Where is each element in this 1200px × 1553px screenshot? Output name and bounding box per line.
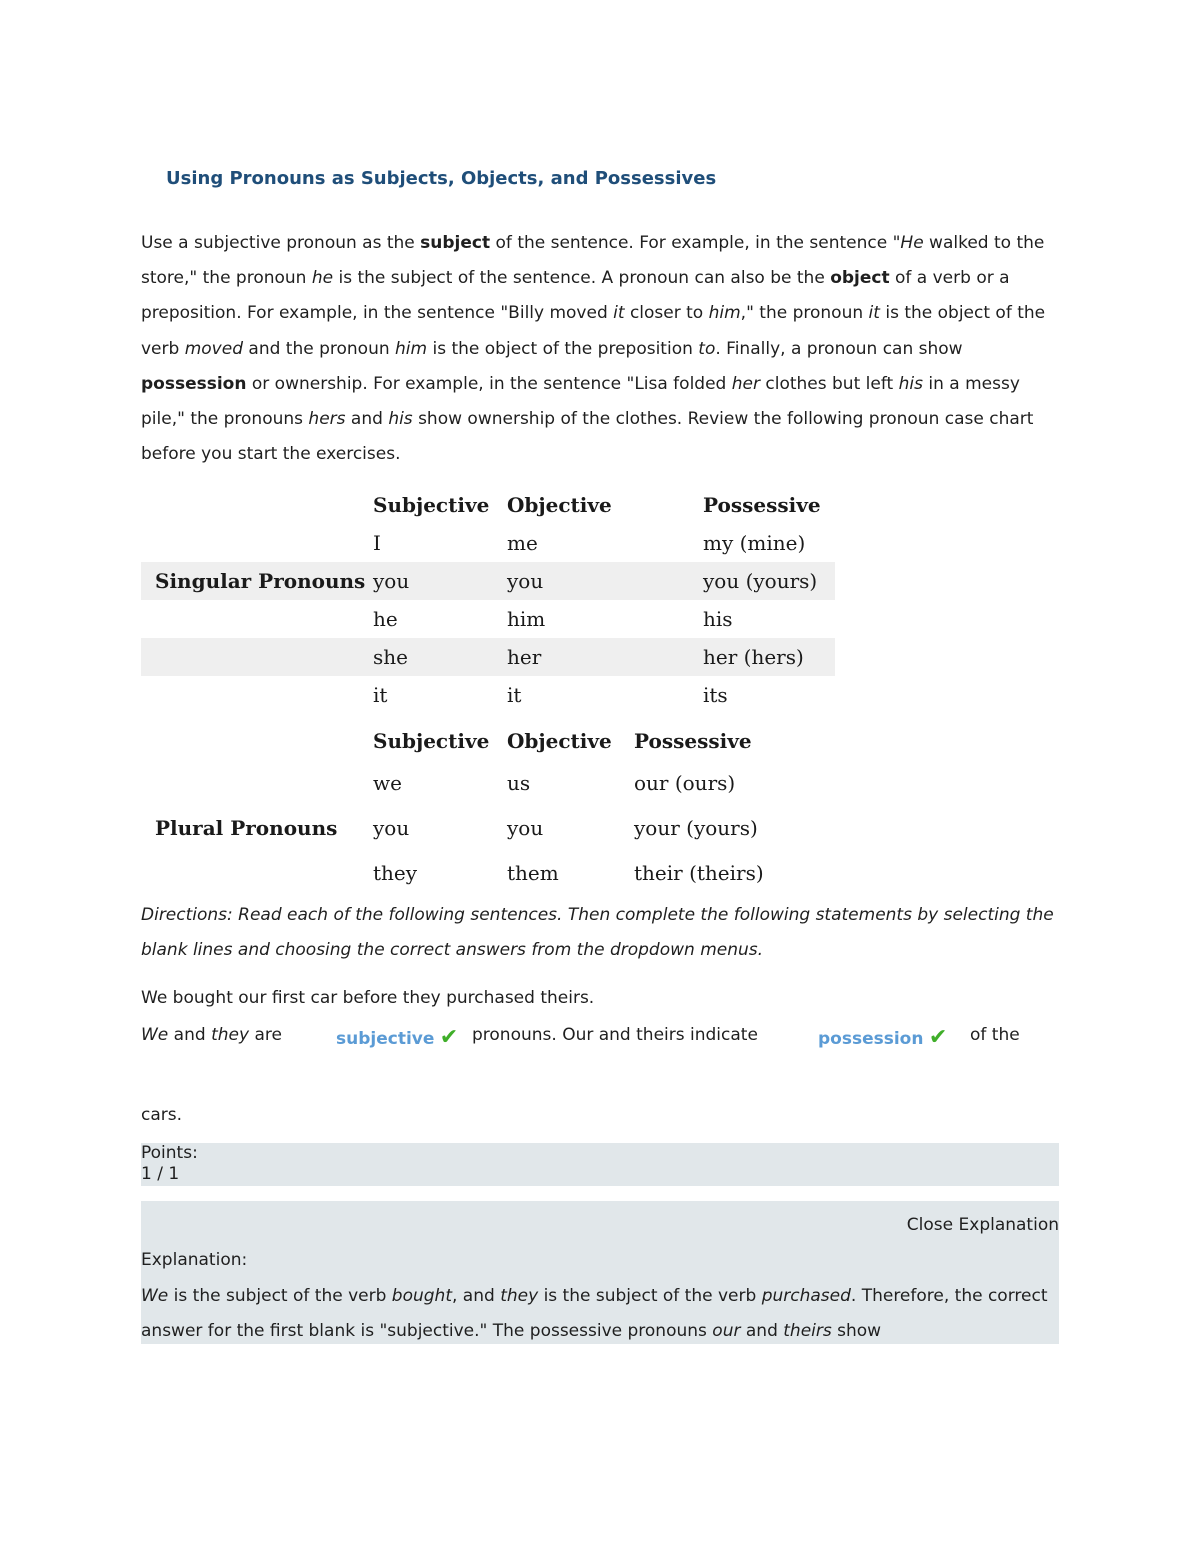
statement-start: We and they are [141, 1025, 282, 1045]
points-value: 1 / 1 [141, 1164, 180, 1184]
table-row [141, 805, 774, 850]
table-cell: their (theirs) [634, 860, 764, 885]
check-icon: ✔ [439, 1025, 459, 1050]
singular-pronoun-chart [141, 486, 835, 714]
statement-middle: pronouns. Our and theirs indicate [472, 1025, 758, 1045]
plural-pronoun-chart [141, 722, 774, 895]
table-row [141, 676, 835, 714]
table-row [141, 638, 835, 676]
header-possessive: Possessive [703, 493, 821, 517]
table-cell: her (hers) [703, 638, 835, 676]
chart-header-row [141, 486, 835, 524]
table-cell: you [507, 815, 544, 840]
plural-pronouns-label: Plural Pronouns [155, 815, 338, 840]
exercise-sentence: We bought our first car before they purchased theirs. [141, 988, 595, 1008]
explanation-label: Explanation: [141, 1250, 248, 1270]
answer-1-value: subjective [336, 1029, 435, 1049]
directions-text: Directions: Read each of the following sentences. Then complete the following statements by selecting the blank lines and choosing the correct answers from the dropdown menus. [141, 905, 1054, 961]
answer-2-value: possession [818, 1029, 924, 1049]
table-cell: me [507, 531, 538, 555]
header-possessive: Possessive [634, 729, 752, 753]
table-cell: she [373, 638, 507, 676]
close-explanation-link[interactable]: Close Explanation [906, 1215, 1059, 1235]
page-title: Using Pronouns as Subjects, Objects, and Possessives [166, 168, 717, 189]
answer-dropdown-1[interactable] [336, 1025, 458, 1050]
table-cell: it [507, 683, 522, 707]
table-cell: we [373, 770, 402, 795]
table-cell: you (yours) [703, 562, 835, 600]
table-cell: them [507, 860, 559, 885]
intro-paragraph: Use a subjective pronoun as the subject of the sentence. For example, in the sentence "He walked to the store," the pronoun he is the subject of the sentence. A pronoun can also be the object of a verb or a preposition. For example, in the sentence "Billy moved it closer to him," the pronoun it is the object of the verb moved and the pronoun him is the object of the preposition to. Finally, a pronoun can show possession or ownership. For example, in the sentence "Lisa folded her clothes but left his in a messy pile," the pronouns hers and his show ownership of the clothes. Review the following pronoun case chart before you start the exercises. [141, 233, 1046, 465]
table-cell: him [507, 607, 546, 631]
table-cell: her [507, 638, 703, 676]
table-cell: it [373, 683, 388, 707]
statement-of-the: of the [970, 1025, 1020, 1045]
points-box [141, 1143, 1059, 1186]
table-row [141, 600, 835, 638]
table-cell: my (mine) [703, 531, 806, 555]
table-cell: you [507, 562, 703, 600]
answer-dropdown-2[interactable] [818, 1025, 947, 1050]
table-row [141, 524, 835, 562]
table-row [141, 760, 774, 805]
header-subjective: Subjective [373, 729, 490, 753]
table-cell: you [373, 562, 507, 600]
statement-end: cars. [141, 1105, 183, 1125]
explanation-panel [141, 1201, 1059, 1344]
table-cell: you [373, 815, 410, 840]
singular-pronouns-label: Singular Pronouns [141, 562, 373, 600]
chart-header-row [141, 722, 774, 760]
table-cell: he [373, 607, 398, 631]
header-subjective: Subjective [373, 493, 490, 517]
table-row [141, 850, 774, 895]
header-objective: Objective [507, 493, 612, 517]
check-icon: ✔ [928, 1025, 948, 1050]
table-cell: I [373, 531, 381, 555]
table-cell: your (yours) [634, 815, 758, 840]
table-cell: its [703, 683, 728, 707]
header-objective: Objective [507, 729, 612, 753]
points-label: Points: [141, 1143, 198, 1163]
table-cell: they [373, 860, 418, 885]
table-cell: his [703, 607, 733, 631]
explanation-text: We is the subject of the verb bought, and they is the subject of the verb purchased. Therefore, the correct answer for the first blank is "subjective." The possessive pronouns our and theirs show [141, 1286, 1048, 1342]
table-cell: us [507, 770, 531, 795]
table-row [141, 562, 835, 600]
table-cell: our (ours) [634, 770, 736, 795]
